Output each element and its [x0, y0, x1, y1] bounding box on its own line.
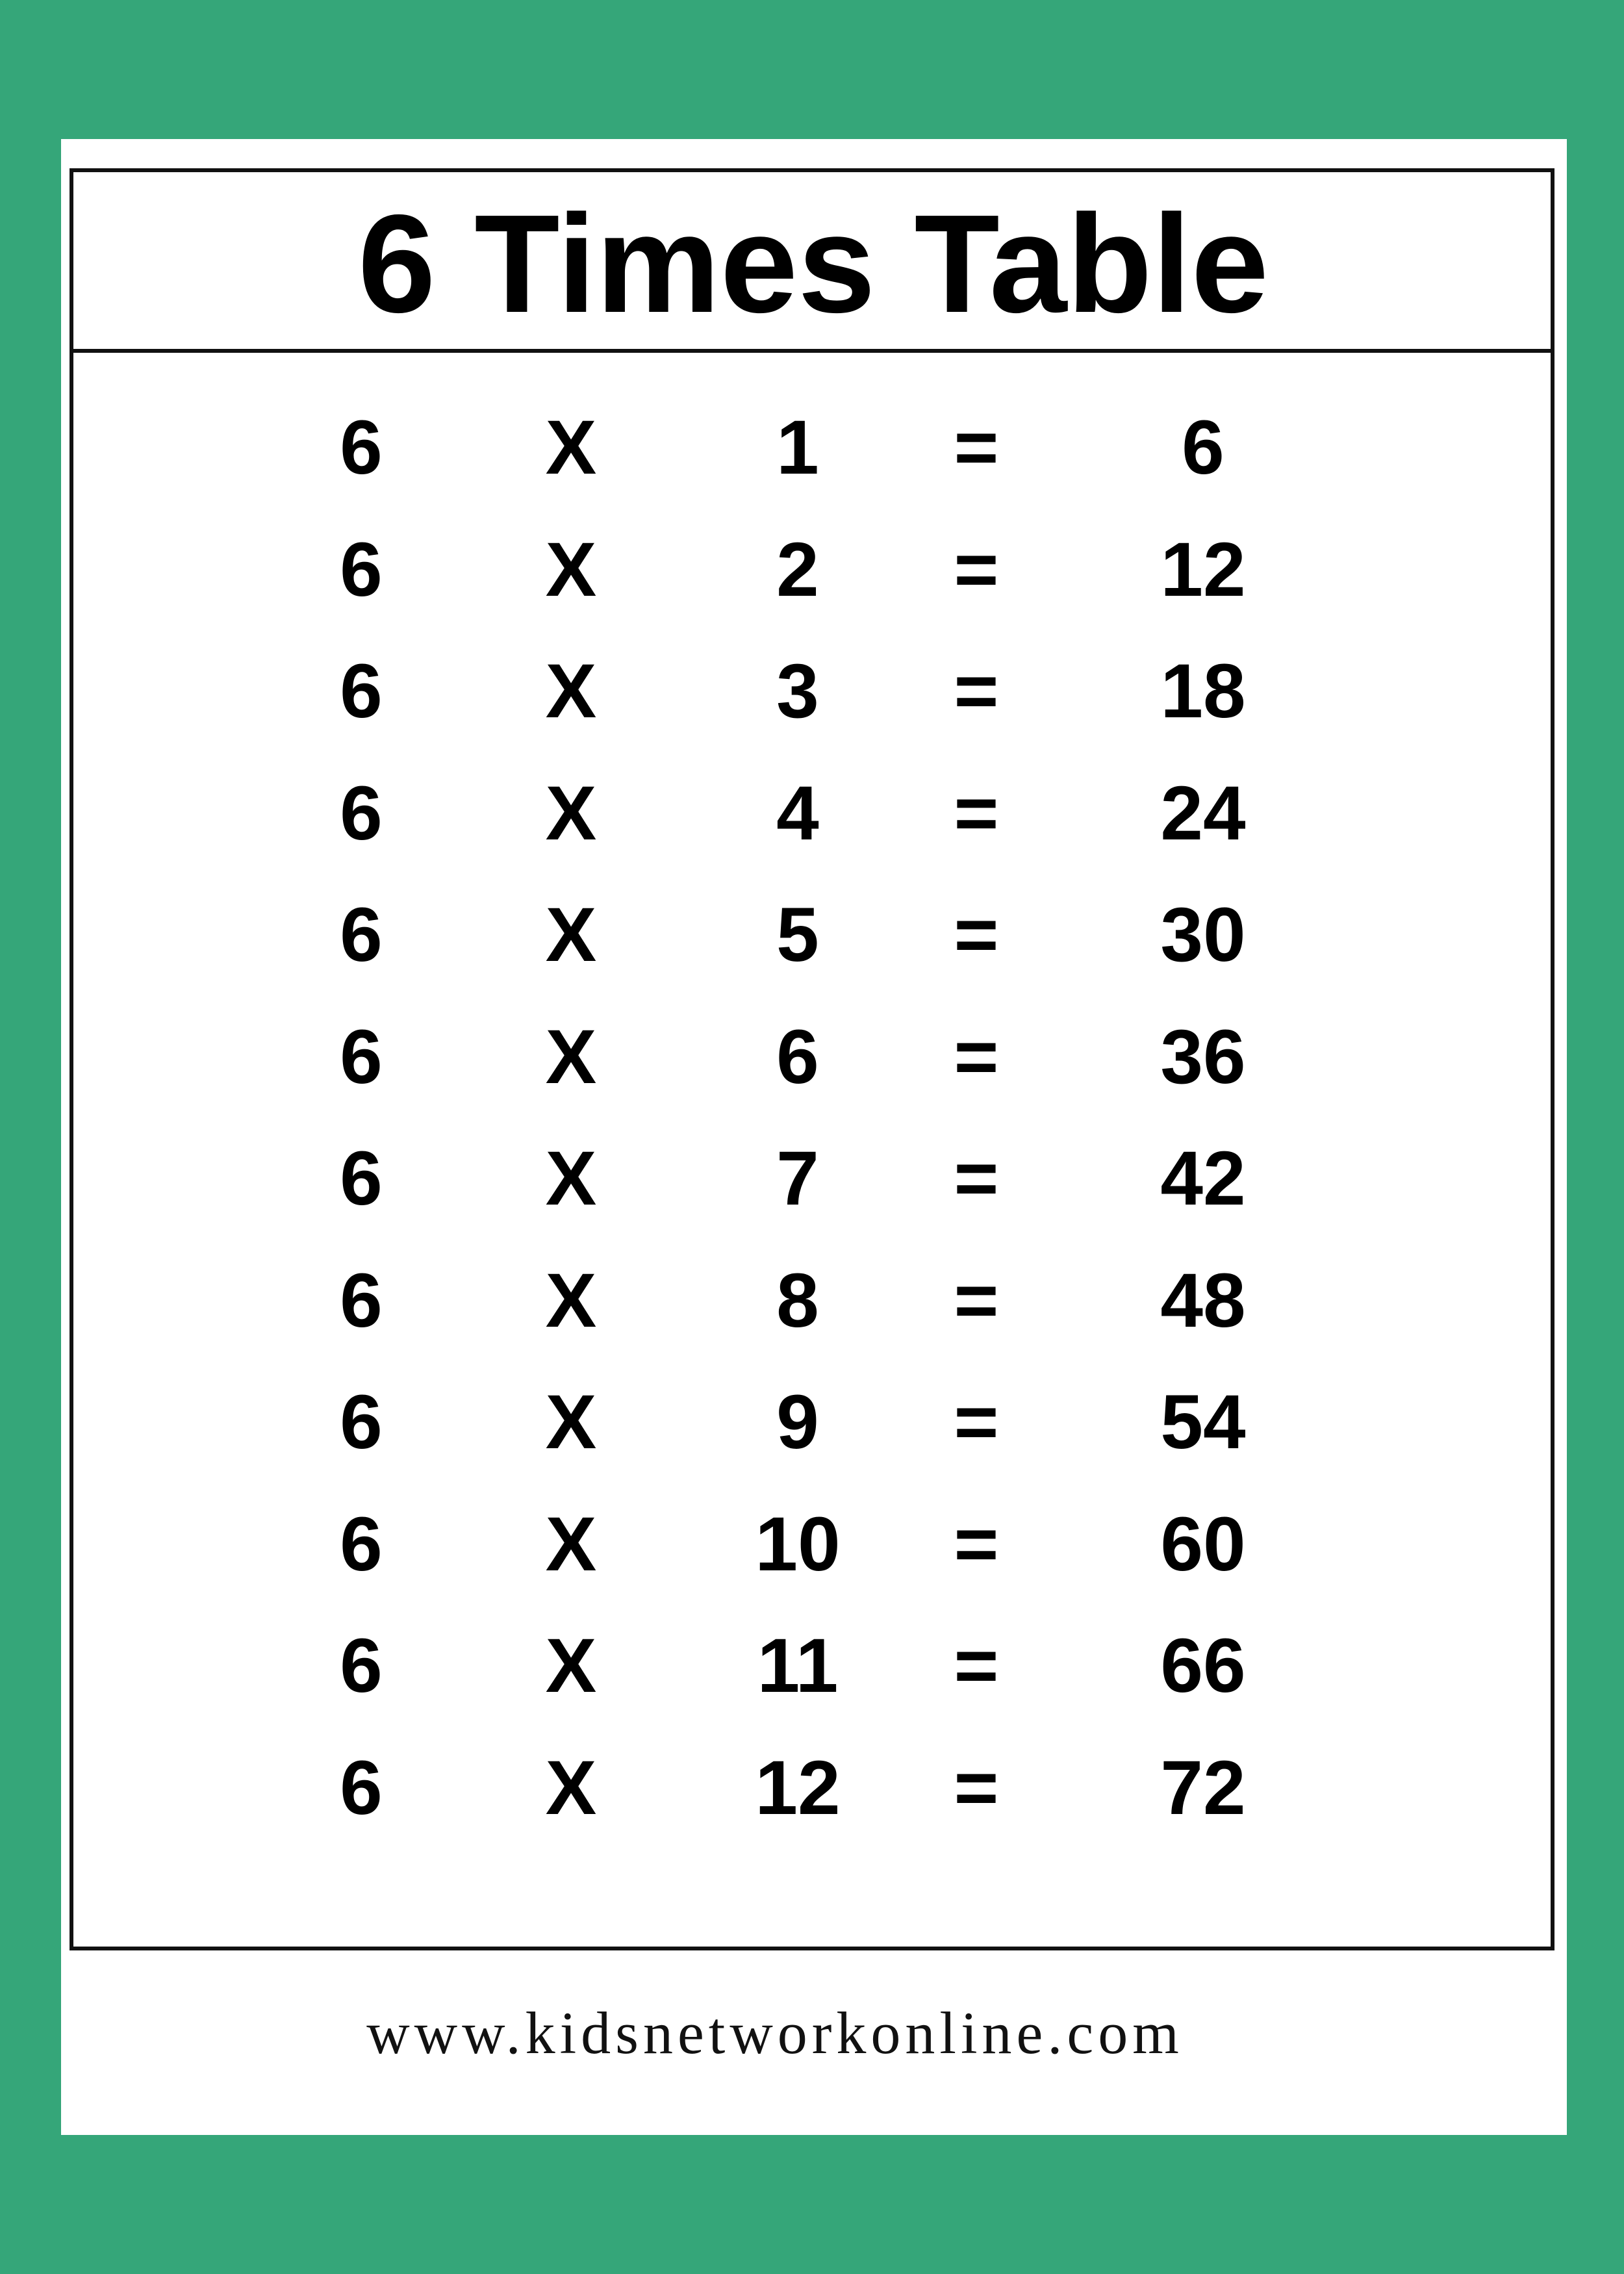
product: 54 — [1160, 1379, 1246, 1465]
product: 48 — [1160, 1257, 1246, 1344]
multiplicand: 6 — [340, 1744, 383, 1831]
table-row — [73, 1136, 1551, 1262]
times-sign: X — [545, 892, 597, 978]
table-row — [73, 770, 1551, 897]
multiplicand: 6 — [340, 892, 383, 978]
title-box — [73, 172, 1551, 353]
table-row — [73, 1379, 1551, 1506]
worksheet — [61, 139, 1567, 2135]
multiplicand: 6 — [340, 1501, 383, 1587]
table-row — [73, 1623, 1551, 1750]
equals-sign: = — [954, 892, 999, 978]
multiplicand: 6 — [340, 770, 383, 856]
times-sign: X — [545, 526, 597, 613]
times-sign: X — [545, 1379, 597, 1465]
product: 18 — [1160, 648, 1246, 734]
multiplier: 5 — [776, 892, 819, 978]
multiplier: 4 — [776, 770, 819, 856]
page-title: 6 Times Table — [357, 185, 1269, 342]
website-url: www.kidsnetworkonline.com — [366, 2000, 1184, 2066]
times-sign: X — [545, 405, 597, 491]
times-sign: X — [545, 1623, 597, 1709]
table-row — [73, 648, 1551, 775]
multiplicand: 6 — [340, 1379, 383, 1465]
product: 12 — [1160, 526, 1246, 613]
equals-sign: = — [954, 1623, 999, 1709]
multiplicand: 6 — [340, 1257, 383, 1344]
multiplier: 3 — [776, 648, 819, 734]
product: 66 — [1160, 1623, 1246, 1709]
multiplicand: 6 — [340, 526, 383, 613]
multiplicand: 6 — [340, 405, 383, 491]
multiplier: 11 — [757, 1623, 839, 1709]
multiplier: 12 — [755, 1744, 841, 1831]
equals-sign: = — [954, 1379, 999, 1465]
table-frame — [70, 168, 1554, 1950]
equals-sign: = — [954, 770, 999, 856]
times-sign: X — [545, 1257, 597, 1344]
multiplier: 2 — [776, 526, 819, 613]
multiplier: 6 — [776, 1014, 819, 1100]
times-sign: X — [545, 770, 597, 856]
multiplicand: 6 — [340, 1014, 383, 1100]
product: 30 — [1160, 892, 1246, 978]
table-row — [73, 892, 1551, 1019]
multiplier: 1 — [776, 405, 819, 491]
product: 60 — [1160, 1501, 1246, 1587]
equals-sign: = — [954, 1744, 999, 1831]
product: 42 — [1160, 1136, 1246, 1221]
equals-sign: = — [954, 1501, 999, 1587]
multiplicand: 6 — [340, 1136, 383, 1221]
multiplicand: 6 — [340, 648, 383, 734]
equals-sign: = — [954, 526, 999, 613]
product: 72 — [1160, 1744, 1246, 1831]
equals-sign: = — [954, 1136, 999, 1221]
times-table — [73, 405, 1551, 1871]
times-sign: X — [545, 1501, 597, 1587]
multiplier: 9 — [776, 1379, 819, 1465]
multiplier: 10 — [755, 1501, 841, 1587]
equals-sign: = — [954, 648, 999, 734]
times-sign: X — [545, 1136, 597, 1221]
table-row — [73, 526, 1551, 654]
product: 6 — [1182, 405, 1224, 491]
equals-sign: = — [954, 1257, 999, 1344]
product: 24 — [1160, 770, 1246, 856]
times-sign: X — [545, 1014, 597, 1100]
product: 36 — [1160, 1014, 1246, 1100]
table-row — [73, 1014, 1551, 1141]
table-row — [73, 405, 1551, 531]
multiplicand: 6 — [340, 1623, 383, 1709]
table-row — [73, 1501, 1551, 1628]
multiplier: 7 — [776, 1136, 819, 1221]
multiplier: 8 — [776, 1257, 819, 1344]
times-sign: X — [545, 1744, 597, 1831]
table-row — [73, 1257, 1551, 1385]
times-sign: X — [545, 648, 597, 734]
table-row — [73, 1744, 1551, 1872]
equals-sign: = — [954, 405, 999, 491]
equals-sign: = — [954, 1014, 999, 1100]
